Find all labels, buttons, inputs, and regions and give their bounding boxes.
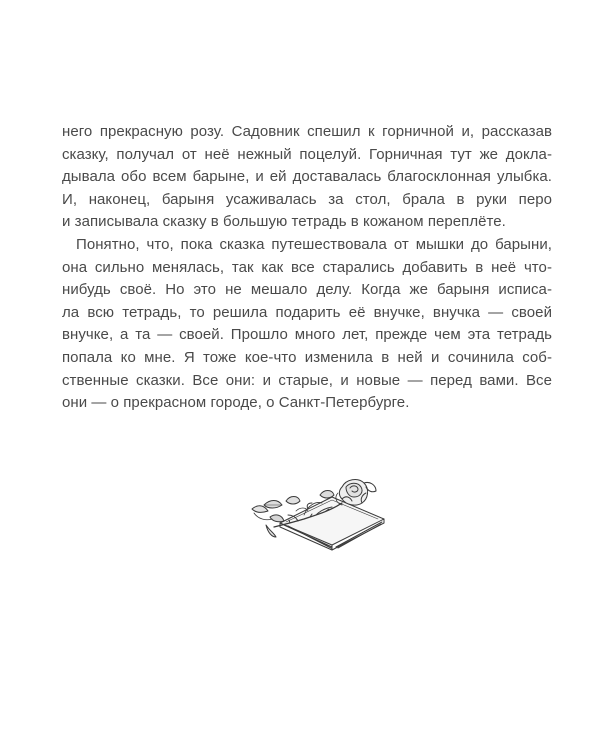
text-line: Понятно, что, пока сказка путешествовала от мышки до барыни, [76,235,552,253]
text-line: сказку, получал от неё нежный поцелуй. Горничная тут же докла- [62,145,552,163]
text-block [62,121,552,415]
rose-on-book-icon [246,475,386,553]
text-line: они — о прекрасном городе, о Санкт-Петербурге. [62,394,410,412]
text-line: И, наконец, барыня усаживалась за стол, брала в руки перо [62,190,552,208]
text-line: дывала обо всем барыне, и ей доставалась благосклонная улыбка. [62,168,552,186]
text-line: внучке, а та — своей. Прошло много лет, прежде чем эта тетрадь [62,326,552,344]
text-line: она сильно менялась, так как все старались добавить в неё что- [62,258,552,276]
text-line: и записывала сказку в большую тетрадь в кожаном переплёте. [62,213,506,231]
paragraph-2 [62,234,552,415]
book-icon [280,497,384,550]
text-line: него прекрасную розу. Садовник спешил к горничной и, рассказав [62,123,552,140]
text-line: ственные сказки. Все они: и старые, и новые — перед вами. Все [62,371,552,389]
text-line: ла всю тетрадь, то решила подарить её внучке, внучка — своей [62,303,552,321]
text-line: попала ко мне. Я тоже кое-что изменила в ней и сочинила соб- [62,348,552,366]
text-line: нибудь своё. Но это не мешало делу. Когда же барыня исписа- [62,281,552,299]
paragraph-1 [62,121,552,234]
